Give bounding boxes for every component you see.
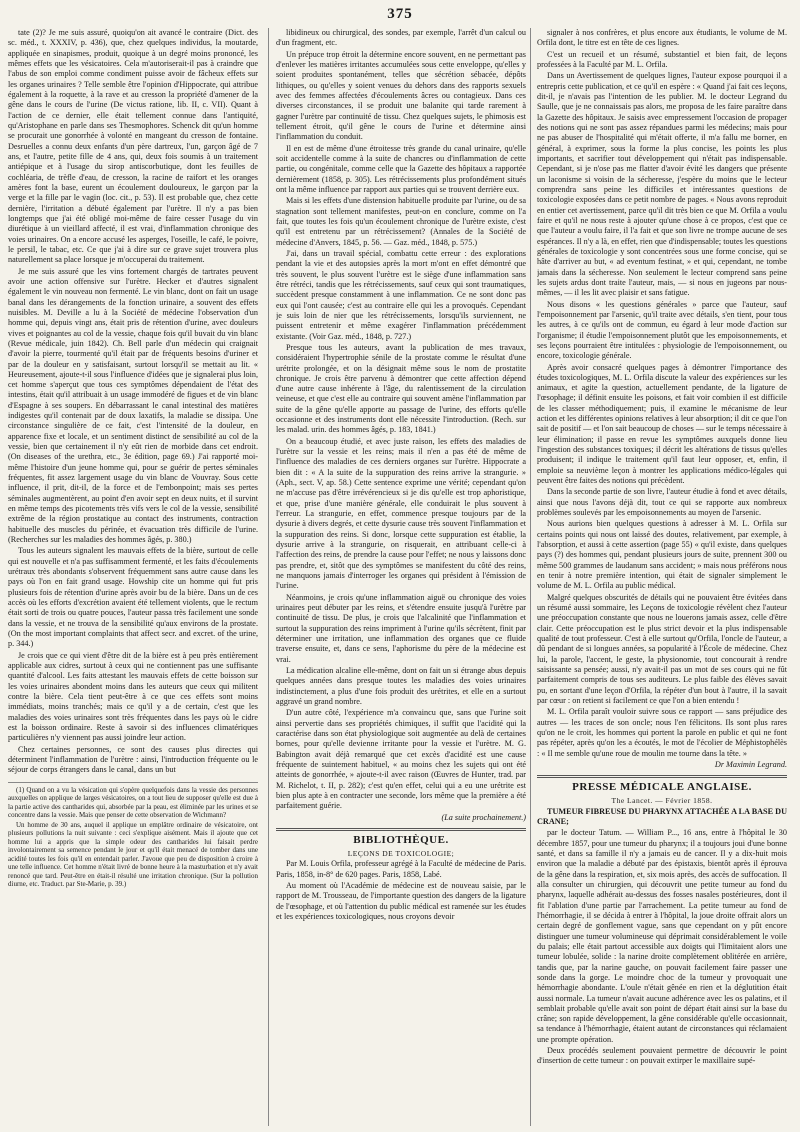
column-divider-2 bbox=[530, 28, 531, 1126]
paragraph: Tous les auteurs signalent les mauvais effets de la bière, surtout de celle qui est nouvelle et n'a pas suffisamment fermenté, et les faits d'écoulements urétraux très abondants s'observent fréquemment sans autre cause dans les pays où l'on en fait grand usage. Howship cite un homme qui fut pris plusieurs fois de rétention d'urine après avoir bu de la bière. Dans un de ces accès où les efforts d'excrétion avaient été tellement violents, que le rectum était sorti de trois ou quatre pouces, l'auteur passa très facilement une sonde dans la vessie, et ne trouva de la sensibilité qu'aux environs de la prostate. (On the most important complaints that affect secr. and excret. of the urine, p. 344.) bbox=[8, 546, 258, 649]
paragraph: On a beaucoup étudié, et avec juste raison, les effets des maladies de l'urètre sur la vessie et les reins; mais il n'en a pas été de même de l'influence des maladies de ces derniers organes sur l'urètre. Hippocrate a bien dit : « A la suite de la suppuration des reins arrive la strangurie. » (Aph., sect. V, ap. 58.) Cette sentence exprime une vérité; cependant qu'on ne m'accuse pas d'être irrévérencieux si je dis qu'elle est trop aphoristique, et que, prise d'une manière générale, elle conduirait le plus souvent à l'erreur. La strangurie, en effet, commence presque toujours par de la dysurie à divers degrés, et cette dysurie cause très souvent l'inflammation et la suppuration des reins. Si donc, lorsque cette suppuration est établie, la dysurie arrive à la strangurie, on risquerait, en attribuant celle-ci à l'affection des reins, de prendre la cause pour l'effet; ne nous y laissons donc pas prendre, et, sitôt que des symptômes se manifestent du côté des reins, ne manquons jamais d'interroger les organes qui président à l'émission de l'urine. bbox=[276, 436, 526, 591]
paragraph: Dans un Avertissement de quelques lignes, l'auteur expose pourquoi il a entrepris cette publication, et ce qu'il en espère : « Quand j'ai fait ces leçons, dit-il, je n'avais pas l'intention de les publier. M. le docteur Legrand du Saulle, que je ne connaissais pas alors, me proposa de les faire paraître dans la Gazette des hôpitaux. Je saisis avec empressement l'occasion de propager des notions qui ne sont pas assez répandues parmi les médecins; mais pour ne pas abuser de l'hospitalité qui m'était offerte, il m'a fallu me borner, en général, à exprimer, sous la forme la plus concise, les points les plus importants, et sacrifier tout développement qui n'était pas indispensable. Cependant, si je n'ose pas me flatter d'avoir évité les dangers que présente un laconisme si voisin de la sécheresse, j'espère du moins que le lecteur comprendra sans peine les difficiles et intéressantes questions de toxicologie exposées dans ce petit nombre de pages. « Nous avons reproduit en entier cet avertissement, parce qu'il dit très bien ce que M. Orfila a voulu faire et qu'il ne nous reste à ajouter qu'une chose à ce propos, c'est que ce que l'auteur a voulu faire, il l'a fait et que son livre ne trompe aucune de ses espérances. Il n'y a là, en effet, rien que d'indispensable; toutes les questions générales de toxicologie y sont concentrées sous une forme concise, qui se hâte d'arriver au but, « ad eventum festinat, » et qui, cependant, ne tombe jamais dans la sécheresse. Non seulement le lecteur comprend sans peine les sujets ardus dont traite l'auteur, mais, — si nous en jugeons par nous-mêmes, — il les lit avec plaisir et sans fatigue. bbox=[537, 71, 787, 298]
bibliography-subheading: LEÇONS DE TOXICOLOGIE; bbox=[347, 848, 455, 858]
press-heading: PRESSE MÉDICALE ANGLAISE. bbox=[572, 781, 752, 794]
paragraph: Nous aurions bien quelques questions à adresser à M. L. Orfila sur certains points qui nous ont laissé des doutes, relativement, par exemple, à l'absorption, et aussi à cette assertion (page 55) « qu'il existe, dans quelques pays (?) des hommes qui, pendant plusieurs jours de suite, prennent 300 ou même 500 grammes de laudanum sans accident; » mais nous préférons nous en tenir à notre première intention, qui était de signaler simplement le volume de M. L. Orfila au public médical. bbox=[537, 519, 787, 591]
bibliography-heading: BIBLIOTHÈQUE. bbox=[353, 833, 449, 846]
paragraph: Au moment où l'Académie de médecine est de nouveau saisie, par le rapport de M. Trousseau, de l'importante question des dangers de la ligature de l'œsophage, et où l'attention du public médical est ramenée sur les études et les expériences toxicologiques, nous croyons devoir bbox=[276, 880, 526, 921]
paragraph: libidineux ou chirurgical, des sondes, par exemple, l'arrêt d'un calcul ou d'un fragment, etc. bbox=[276, 28, 526, 48]
continued-note: (La suite prochainement.) bbox=[441, 812, 526, 822]
author-signature: Dr Maximin Legrand. bbox=[714, 759, 787, 769]
paragraph: Dans la seconde partie de son livre, l'auteur étudie à fond et avec détails, ainsi que nous l'avons déjà dit, tout ce qui se rapporte aux nombreux problèmes soulevés par les empoisonnements au moyen de l'arsenic. bbox=[537, 487, 787, 518]
case-title: TUMEUR FIBREUSE DU PHARYNX ATTACHÉE A LA BASE DU CRANE; bbox=[537, 806, 787, 826]
paragraph: C'est un recueil et un résumé, substantiel et bien fait, de leçons professées à la Faculté par M. L. Orfila. bbox=[537, 49, 787, 69]
paragraph: Mais si les effets d'une distension habituelle produite par l'urine, ou de sa stagnation sont tellement manifestes, peut-on en conclure, comme on l'a fait, que toutes les fois qu'un écoulement chronique de l'urètre existe, c'est qu'il est entretenu par un rétrécissement? (Annales de la Société de médecine d'Anvers, 1845, p. 56. — Gaz. méd., 1848, p. 575.) bbox=[276, 196, 526, 247]
column-divider-1 bbox=[268, 28, 269, 1126]
paragraph: M. L. Orfila paraît vouloir suivre sous ce rapport — sans préjudice des autres — les traces de son oncle; nous l'en félicitons. Ils sont plus rares qu'on ne le croit, les hommes qui portent la parole en public et qui ne font pas répéter, après qu'on les a écoutés, le mot de l'écolier de Méphistophélès : « Il me semble qu'une roue de moulin me tourne dans la tête. » bbox=[537, 707, 787, 758]
section-divider bbox=[537, 775, 787, 778]
paragraph: Deux procédés seulement pouvaient permettre de découvrir le point d'insertion de cette tumeur : on pouvait extirper le maxillaire supé- bbox=[537, 1046, 787, 1066]
paragraph: D'un autre côté, l'expérience m'a convaincu que, sans que l'urine soit ainsi pervertie dans ses propriétés chimiques, il suffit que l'acidité qui la caractérise dans son état physiologique soit augmentée au delà de certaines bornes, pour qu'elle devienne irritante pour la vessie et l'urètre. M. G. Babington avait déjà remarqué que cet excès d'acidité est une cause fréquente de suintement habituel, « au moins chez les sujets qui ont été atteints de gonorrhée, » ajoute-t-il avec raison (Œuvres de Hunter, trad. par M. Richelot, t. II, p. 282); c'est qu'en effet, celui qui a eu une urétrite est bien plus apte à en contracter une seconde, lors même que la première a été parfaitement guérie. bbox=[276, 708, 526, 811]
footnotes bbox=[8, 782, 258, 889]
paragraph: Presque tous les auteurs, avant la publication de mes travaux, considéraient l'hypertrophie sénile de la prostate comme le résultat d'une urétrite prolongée, et on la désignait même sous le nom de prostatite chronique. Je crois être parvenu à démontrer que cette affection dépend d'une autre cause inhérente à l'âge, du ralentissement de la circulation veineuse, et que c'est elle au contraire qui souvent amène l'inflammation par suite de la gêne qu'elle apporte au passage de l'urine, des efforts qu'elle occasionne et des instruments dont elle nécessite l'introduction. (Rech. sur les malad. urin. des hommes âgés, p. 183, 1841.) bbox=[276, 342, 526, 435]
paragraph: Néanmoins, je crois qu'une inflammation aiguë ou chronique des voies urinaires peut débuter par les reins, et s'étendre ensuite jusqu'à l'urètre par continuité de tissu. De plus, je crois que l'alcalinité que l'inflammation et surtout la suppuration des reins impriment à l'urine qu'ils sécrètent, finit par déterminer une irritation, une inflammation des organes que ce fluide traverse ensuite, et, dans ce sens, l'aphorisme du père de la médecine est vrai. bbox=[276, 592, 526, 664]
paragraph: Un prépuce trop étroit la détermine encore souvent, en ne permettant pas d'enlever les matières irritantes accumulées sous cette enveloppe, qu'elles y soient produites spontanément, telles que sécrétion sébacée, dépôts lithiques, ou qu'elles y soient venues du dehors dans des rapports sexuels avec des femmes affectées d'écoulements âcres ou contagieux. Dans ces diverses circonstances, il se produit une balanite qui tarde rarement à gagner l'urètre par continuité de tissu. Chez quelques sujets, le phimosis est tellement étroit, qu'il gêne le cours de l'urine et détermine ainsi l'inflammation du conduit. bbox=[276, 49, 526, 142]
column-left bbox=[8, 28, 258, 1128]
press-source: The Lancet. — Février 1858. bbox=[611, 796, 713, 806]
paragraph: Par M. Louis Orfila, professeur agrégé à la Faculté de médecine de Paris. Paris, 1858, in-8° de 620 pages. Paris, 1858, Labé. bbox=[276, 859, 526, 879]
paragraph: tate (2)? Je me suis assuré, quoiqu'on ait avancé le contraire (Dict. des sc. méd., t. XXXIV, p. 436), que, chez quelques individus, la moutarde, appliquée en sinapismes, produit, quoique à un degré moins prononcé, les mêmes effets que les vésicatoires. Cela m'autoriserait-il pas à craindre que l'abus de son emploi comme condiment puisse avoir de fâcheux effets sur les organes urinaires ? Telle semble être l'opinion d'Hippocrate, qui attribue également à la roquette, à la rave et au cresson la propriété d'amener de la gêne dans le cours de l'urine (De victus ratione, lib. II, c. VII). Quant à l'action de ce dernier, elle était tellement connue dans l'antiquité, qu'Aristophane en parle dans ses Thesmophores. Schenck dit qu'un homme se procurait une gonorrhée à volonté en mangeant du cresson de fontaine. Desruelles a connu deux enfants d'un père dartreux, l'un, garçon âgé de 7 ans, et l'autre, petite fille de 4 ans, qui, deux fois soumis à un traitement antiépique et à l'usage du sirop antiscorbutique, dont les feuilles de cochléaria, de trèfle d'eau, de cresson, la racine de raifort et les oranges amères font la base, eurent un écoulement douloureux, le garçon par la verge et la fille par le vagin (loc. cit., p. 53). Il est probable que, chez cette dernière, l'irritation a débuté également par l'urètre. Il n'y a pas bien longtemps que j'ai été obligé moi-même de faire cesser l'usage du vin diurétique à un vieillard affecté, il est vrai, d'inflammation chronique des voies urinaires. On a encore accusé les asperges, l'oseille, le café, le poivre, le persil, le tabac, etc. Ce que j'ai à dire sur ce grave sujet trouvera plus naturellement sa place lorsque je m'occuperai du traitement. bbox=[8, 28, 258, 265]
page-number: 375 bbox=[387, 6, 413, 22]
footnote: (1) Quand on a vu la vésication qui s'opère quelquefois dans la vessie des personnes auxquelles on applique de larges vésicatoires, on a tout lieu de supposer qu'elle est due à la partie active des cantharides qui, absorbée par la peau, est éliminée par les urines et se concentre dans la vessie. Mais que penser de cette observation de Wichmann? bbox=[8, 785, 258, 820]
paragraph: Il en est de même d'une étroitesse très grande du canal urinaire, qu'elle soit accidentelle comme à la suite de chancres ou d'inflammation de cette partie, ou congénitale, comme celle que la Gazette des hôpitaux a rapportée dernièrement (1858, p. 305). Les rétrécissements plus profondément situés ont la même influence par rapport aux parties qui se trouvent derrière eux. bbox=[276, 143, 526, 194]
paragraph: Je crois que ce qui vient d'être dit de la bière est à peu près entièrement applicable aux cidres, surtout à ceux qui ne contiennent pas une suffisante quantité d'alcool. Les faits attestant les mauvais effets de cette boisson sur les voies urinaires abondent moins dans les auteurs que ceux qui militent contre la bière. Cela tient peut-être à ce que ces effets sont moins immédiats, moins tranchés; mais ce qu'il y a de certain, c'est que les maladies des voies urinaires sont très fréquentes dans les pays où le cidre est la boisson ordinaire. Reste à savoir si des influences climatériques particulières n'y viennent pas aussi joindre leur action. bbox=[8, 650, 258, 743]
paragraph: Après avoir consacré quelques pages à démontrer l'importance des études toxicologiques, M. L. Orfila discute la valeur des expériences sur les animaux, et agite la question, actuellement pendante, de la ligature de l'œsophage; il définit ensuite les poisons, et fait voir combien il est difficile de les classer méthodiquement; puis, il examine le mécanisme de leur action et les différentes opinions relatives à leur absorption; il dit ce que l'on sait de positif — et l'on sait beaucoup de choses — sur le temps nécessaire à leur élimination; il passe en revue les symptômes auxquels donne lieu l'ingestion des substances toxiques; il décrit les altérations de tissus qu'elles produisent; il indique le traitement qu'il faut leur opposer, et, enfin, il emploie sa neuvième leçon à montrer les applications médico-légales qui peuvent être faites des notions qui précèdent. bbox=[537, 362, 787, 486]
footnote: Un homme de 30 ans, auquel il applique un emplâtre ordinaire de vésicatoire, ont plusieurs pollutions la nuit suivante : ceci s'explique aisément. Mais il ajoute que cet homme lui a appris que la simple odeur des cantharides lui faisait perdre involontairement sa semence pendant le jour et qu'il était menacé de tomber dans une acidité toutes les fois qu'il en entendait parler. J'avoue que peu de disposition à croire à une telle influence. Cet homme n'était livré de bonne heure à la masturbation et n'y avait renoncé que tard. Peut-être en était-il résulté une irritation chronique. (Sur la pollution diurne, etc. Traduct. par Ste-Marie, p. 39.) bbox=[8, 820, 258, 889]
paragraph: signaler à nos confrères, et plus encore aux étudiants, le volume de M. Orfila dont, le titre est en tête de ces lignes. bbox=[537, 28, 787, 48]
paragraph: J'ai, dans un travail spécial, combattu cette erreur : des explorations pendant la vie et des autopsies après la mort m'ont en effet démontré que très souvent, le plus souvent l'urètre est le siège d'une inflammation sans être rétréci, tandis que les rétrécissements, sauf ceux qui sont traumatiques, succèdent presque constamment à une inflammation. Ce ne sont donc pas eux qui l'ont causée; c'est au contraire elle qui les a provoqués. Cependant je suis loin de nier que les rétrécissements, lorsqu'ils surviennent, ne puissent entretenir et même exagérer l'inflammation précédemment existante. (Voir Gaz. méd., 1848, p. 727.) bbox=[276, 248, 526, 341]
column-middle bbox=[276, 28, 526, 1128]
paragraph: Nous disons « les questions générales » parce que l'auteur, sauf l'empoisonnement par l'arsenic, qu'il traite avec détails, s'en tient, pour tous les autres, à ce qu'ils ont de commun, eu égard à leur mode d'action sur l'organisme; il étudie l'empoisonnement plutôt que les empoisonnements, et ses leçons pourraient être intitulées : physiologie de l'empoisonnement, ou encore, toxicologie générale. bbox=[537, 299, 787, 361]
paragraph: par le docteur Tatum. — William P..., 16 ans, entre à l'hôpital le 30 décembre 1857, pour une tumeur du pharynx; il a toujours joui d'une bonne santé, et dans sa famille il n'y a jamais eu de cancer. Il y a dix-huit mois environ que la maladie a débuté par des épistaxis, bientôt après il éprouva de la gêne dans la respiration, et, six mois après, des accès de suffocation. Il alla consulter un chirurgien, qui découvrit une petite tumeur au fond du pharynx, laquelle adhérait au-dessus des fosses nasales postérieures, dont il fit l'ablation d'une partie par l'arrachement. La petite tumeur au fond de l'hémorrhagie, il se décida à entrer à l'hôpital, la joue droite offrait alors un certain degré de gonflement vague, sans que cependant on y pût encore distinguer une tumeur volumineuse qui déprimait considérablement le voile du palais; elle était partout accessible aux doigts qui l'limitaient alors une tumeur lobulée, solide : la narine droite complètement oblitérée en arrière, tandis que, par la narine gauche, on pouvait facilement faire passer une sonde dans la gorge. Le moindre choc de la tumeur y provoquait une hémorrhagie abondante. L'oule n'était gênée en rien et la déglutition était aussi normale. La tumeur n'avait aucune adhérence avec les os palatins, et il semblait probable qu'elle avait son point de départ était ainsi sur la base du crâne; son rapide développement, la gêne considérable qu'elle occasionnait, sa tendance à l'hémorrhagie, étaient autant de circonstances qui réclamaient une prompte opération. bbox=[537, 828, 787, 1044]
paragraph: Chez certaines personnes, ce sont des causes plus directes qui déterminent l'inflammation de l'urètre : ainsi, l'introduction fréquente ou le séjour de corps étrangers dans le canal, dans un but bbox=[8, 744, 258, 775]
paragraph: Je me suis assuré que les vins fortement chargés de tartrates peuvent avoir une action offensive sur l'urètre. Hecker et d'autres signalent également le vin nouveau non fermenté. Le vin blanc, dont on fait un usage banal dans les dérangements de la fonction urinaire, a souvent des effets nuisibles. M. Deville a lu à la Société de médecine l'observation d'un homme qui, depuis vingt ans, était pris de rétention d'urine, avec douleurs vives et poignantes au col de la vessie, chaque fois qu'il buvait du vin blanc (Revue médicale, juin 1842). Ch. Bell parle d'un médecin qui craignait d'avoir la pierre, tourmenté qu'il était par de fréquents besoins d'uriner et par de la douleur en y satisfaisant, surtout lorsqu'il se mettait au lit. « Heureusement, ajoute-t-il sous l'influence d'idées que je signalerai plus loin, cet homme s'aperçut que tous ces symptômes dépendaient de l'état des intestins, était qu'il attribuait à un usage immodéré de figues et de vin blanc d'Espagne à ses soupers. En débarrassant le canal intestinal des matières indigestes qu'il contenait par de doux laxatifs, la maladie se dissipa. Une circonstance singulière de ce fait, c'est l'intensité de la douleur, en apparence fixe et locale, et un sentiment distinct de sensibilité au col de la vessie, bien que certainement il n'y eût rien de morbide dans cet endroit. (On diseases of the urethra, etc., 3e édition, page 69.) J'ai rapporté moi-même l'histoire d'un jeune homme qui, pour se guérir de pertes séminales fréquentes, fit assez largement usage du vin blanc de Vouvray. Sous cette influence, il prit, dit-il, de la force et de l'embonpoint; mais ses pertes séminales augmentèrent, au point d'en avoir sept en deux nuits, et il survint en même temps des picotements très vifs vers le col de la vessie, sensibilité extrême de la région prostatique au contact des instruments, contraction habituelle des muscles du périnée, et évacuation très difficile de l'urine. (Recherches sur les maladies des hommes âgés, p. 380.) bbox=[8, 266, 258, 545]
paragraph: Malgré quelques obscurités de détails qui ne pouvaient être évitées dans un résumé aussi sommaire, les Leçons de toxicologie révèlent chez l'auteur une préoccupation constante que nous ne louerons jamais assez, celle d'être clair. Cette préoccupation est le plus strict devoir et la plus indispensable qualité de tout professeur. C'est à elle surtout qu'Orfila, l'oncle de l'auteur, a dû pendant de si longues années, sa popularité à l'École de médecine. Chez lui, la parole, l'accent, le geste, la physionomie, tout concourait à rendre saisissante sa pensée; aussi, n'y avait-il pas un mot de ses cours qui ne fût parfaitement compris de tous ses auditeurs. Le plus faible des élèves savait pu, en sortant d'une leçon d'Orfila, la répéter d'un bout à l'autre, il la savait par cœur : on retient si facilement ce que l'on a bien entendu ! bbox=[537, 592, 787, 705]
section-divider bbox=[276, 828, 526, 831]
paragraph: La médication alcaline elle-même, dont on fait un si étrange abus depuis quelques années dans presque toutes les maladies des voies urinaires indistinctement, a plus d'une fois produit des urétrites, et elle en a surtout aggravé un grand nombre. bbox=[276, 666, 526, 706]
column-right bbox=[537, 28, 787, 1128]
